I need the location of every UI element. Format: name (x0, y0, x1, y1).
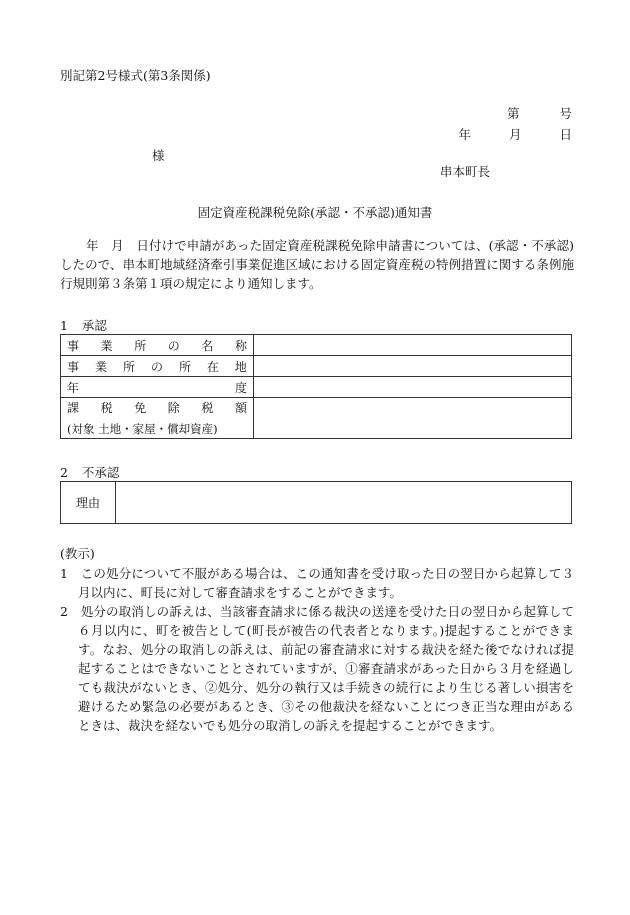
table-row (61, 356, 572, 377)
document-title: 固定資産税課税免除(承認・不承認)通知書 (197, 205, 433, 220)
body-text: 年 月 日付けで申請があった固定資産税課税免除申請書については、(承認・不承認)したので、串本町地域経済牽引事業促進区域における固定資産税の特例措置に関する条例施行規則第３条第１項の規定により通知します。 (60, 238, 574, 291)
label-reason: 理由 (61, 482, 116, 524)
notice-item: 1 この処分について不服がある場合は、この通知書を受け取った日の翌日から起算して３月以内に、町長に対して審査請求をすることができます。 (60, 566, 574, 600)
label-char: 所 (178, 359, 191, 374)
spread-label (67, 379, 247, 396)
value-office-location[interactable] (254, 356, 572, 377)
label-target-assets: (対象 土地・家屋・償却資産) (67, 422, 218, 436)
section-rejection-heading: 2 不承認 (60, 465, 120, 480)
label-char: 地 (234, 359, 247, 374)
date-line: 年 月 日 (458, 127, 572, 142)
notice-list (60, 564, 574, 735)
label-char: 事 (67, 338, 80, 353)
label-char: 度 (234, 380, 247, 395)
notice-heading: (教示) (60, 546, 95, 561)
value-reason[interactable] (116, 482, 572, 524)
notice-item: 2 処分の取消しの訴えは、当該審査請求に係る裁決の送達を受けた日の翌日から起算して６月以内に、町を被告として(町長が被告の代表者となります。)提起することができます。なお、処分の取消しの訴えは、前記の審査請求に対する裁決を経た後でなければ提起することはできないこととされていますが、①審査請求があった日から３月を経過しても裁決がないとき、②処分、処分の執行又は手続きの続行により生じる著しい損害を避けるため緊急の必要があるとき、③その他裁決を経ないことにつき正当な理由があるときは、裁決を経ないでも処分の取消しの訴えを提起することができます。 (60, 604, 574, 733)
table-row (61, 398, 572, 439)
label-char: 年 (67, 380, 80, 395)
label-char: 所 (122, 359, 135, 374)
label-exempt-tax-amount (61, 398, 254, 439)
label-char: 税 (100, 401, 113, 415)
label-char: 課 (67, 401, 80, 415)
form-label: 別記第2号様式(第3条関係) (60, 68, 211, 83)
label-char: の (167, 338, 180, 353)
issuer-name: 串本町長 (439, 164, 490, 179)
label-char: 除 (167, 401, 180, 415)
label-char: 業 (94, 359, 107, 374)
table-row (61, 377, 572, 398)
label-fiscal-year (61, 377, 254, 398)
label-char: 名 (201, 338, 214, 353)
value-fiscal-year[interactable] (254, 377, 572, 398)
value-office-name[interactable] (254, 335, 572, 356)
approval-table (60, 334, 572, 439)
label-char: 額 (234, 401, 247, 415)
spread-label (67, 399, 247, 416)
label-office-name (61, 335, 254, 356)
label-char: 免 (134, 401, 147, 415)
table-row (61, 335, 572, 356)
section-approval-heading: 1 承認 (60, 318, 107, 333)
table-row (61, 482, 572, 524)
spread-label (67, 358, 247, 375)
label-char: 事 (67, 359, 80, 374)
label-char: 業 (100, 338, 113, 353)
value-exempt-tax-amount[interactable] (254, 398, 572, 439)
rejection-table (60, 481, 572, 524)
addressee-suffix: 様 (152, 148, 165, 163)
label-char: 称 (234, 338, 247, 353)
spread-label (67, 337, 247, 354)
label-char: の (150, 359, 163, 374)
label-char: 在 (206, 359, 219, 374)
label-char: 所 (134, 338, 147, 353)
label-office-location (61, 356, 254, 377)
label-char: 税 (201, 401, 214, 415)
document-number-line: 第 号 (507, 106, 572, 121)
